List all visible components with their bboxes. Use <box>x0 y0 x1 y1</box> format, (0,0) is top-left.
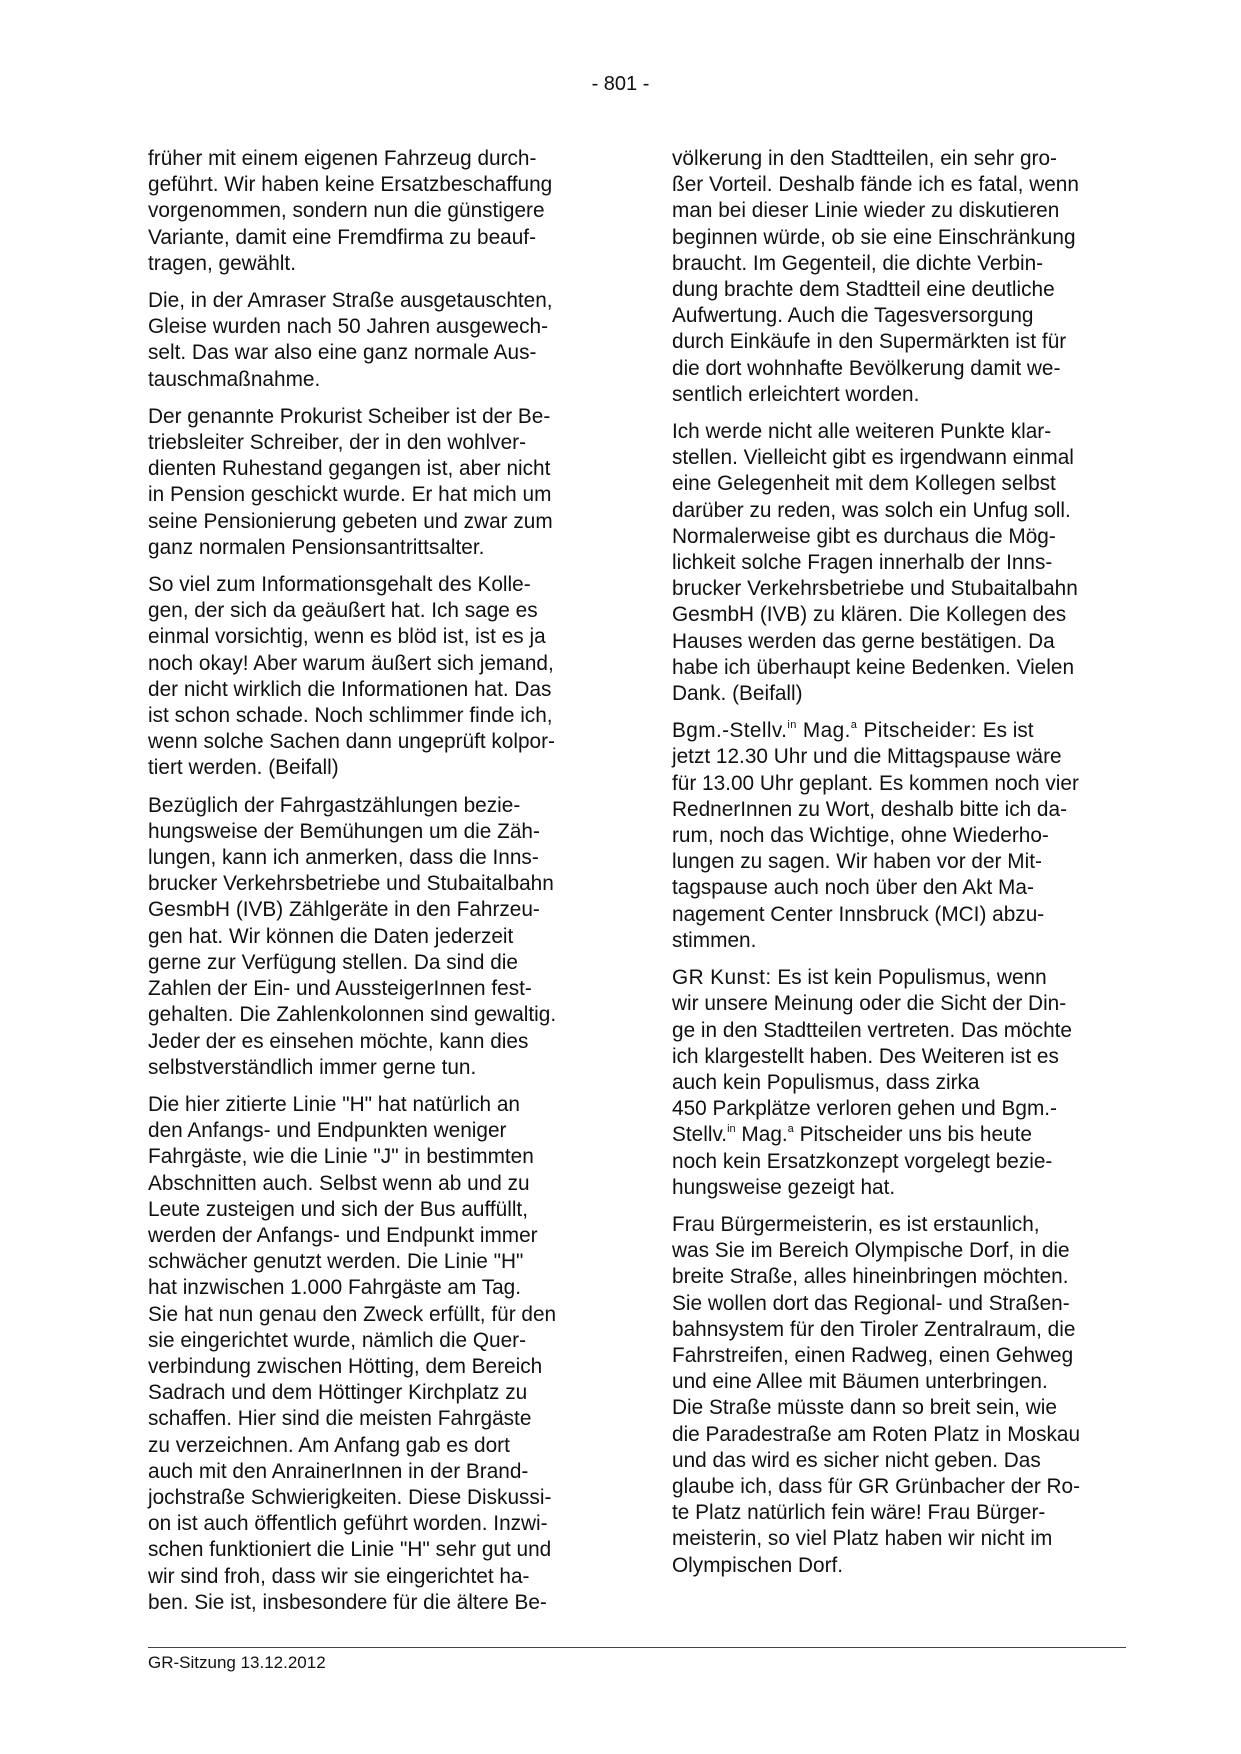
text-line: was Sie im Bereich Olympische Dorf, in die <box>672 1239 1070 1263</box>
text-line: eine Gelegenheit mit dem Kollegen selbst <box>672 472 1056 496</box>
left-column <box>148 146 596 1627</box>
text-line: habe ich überhaupt keine Bedenken. Vielen <box>672 655 1075 679</box>
text-line: der nicht wirklich die Informationen hat. Das <box>148 677 552 701</box>
text-line: lichkeit solche Fragen innerhalb der Inns- <box>672 551 1053 575</box>
text-line: 450 Parkplätze verloren gehen und Bgm.- <box>672 1097 1057 1121</box>
text-line: schen funktioniert die Linie "H" sehr gut und <box>148 1538 552 1562</box>
page-number: - 801 - <box>591 73 650 95</box>
text-line: durch Einkäufe in den Supermärkten ist für <box>672 330 1067 354</box>
text-line: RednerInnen zu Wort, deshalb bitte ich da- <box>672 797 1067 821</box>
text-line: man bei dieser Linie wieder zu diskutieren <box>672 199 1060 223</box>
text-line: ßer Vorteil. Deshalb fände ich es fatal, wenn <box>672 173 1079 197</box>
text-line: jetzt 12.30 Uhr und die Mittagspause wäre <box>672 745 1062 769</box>
text-line: stellen. Vielleicht gibt es irgendwann einmal <box>672 446 1074 470</box>
text-line: on ist auch öffentlich geführt worden. Inzwi- <box>148 1512 548 1536</box>
text-line: beginnen würde, ob sie eine Einschränkung <box>672 225 1076 249</box>
text-line: zu verzeichnen. Am Anfang gab es dort <box>148 1433 510 1457</box>
text-line: gen, der sich da geäußert hat. Ich sage es <box>148 599 538 623</box>
text-line: auch kein Populismus, dass zirka <box>672 1070 980 1094</box>
text-line: lungen zu sagen. Wir haben vor der Mit- <box>672 850 1042 874</box>
text-line: gehalten. Die Zahlenkolonnen sind gewaltig. <box>148 1003 557 1027</box>
speaker-name: Bgm.-Stellv.$^{in}$ Mag.$^a$ Pitscheider: <box>672 719 977 743</box>
text-line: hungsweise gezeigt hat. <box>672 1175 896 1199</box>
text-line: nagement Center Innsbruck (MCI) abzu- <box>672 902 1045 926</box>
text-line: und das wird es sicher nicht geben. Das <box>672 1448 1041 1472</box>
text-line: Bezüglich der Fahrgastzählungen bezie- <box>148 793 521 817</box>
text-line: vorgenommen, sondern nun die günstigere <box>148 199 545 223</box>
paragraph <box>672 146 1120 408</box>
text-line: GesmbH (IVB) Zählgeräte in den Fahrzeu- <box>148 898 540 922</box>
paragraph <box>148 572 596 782</box>
text-line: für 13.00 Uhr geplant. Es kommen noch vier <box>672 771 1079 795</box>
paragraph <box>672 1212 1120 1579</box>
text-line: Dank. (Beifall) <box>672 682 803 706</box>
text-line: Der genannte Prokurist Scheiber ist der Be- <box>148 404 551 428</box>
text-line: breite Straße, alles hineinbringen möchten. <box>672 1265 1069 1289</box>
text-line: früher mit einem eigenen Fahrzeug durch- <box>148 147 537 170</box>
text-line: ich klargestellt haben. Des Weiteren ist es <box>672 1044 1059 1068</box>
text-line: völkerung in den Stadtteilen, ein sehr gro- <box>672 147 1057 170</box>
text-line: glaube ich, dass für GR Grünbacher der Ro- <box>672 1474 1081 1498</box>
text-line: werden der Anfangs- und Endpunkt immer <box>148 1223 538 1247</box>
text-line: Normalerweise gibt es durchaus die Mög- <box>672 524 1056 548</box>
text-line: brucker Verkehrsbetriebe und Stubaitalbahn <box>148 872 554 896</box>
footer-session-date: GR-Sitzung 13.12.2012 <box>148 1653 326 1672</box>
text-line: schaffen. Hier sind die meisten Fahrgäste <box>148 1407 532 1431</box>
text-line: Fahrgäste, wie die Linie "J" in bestimmten <box>148 1145 534 1169</box>
text-line: Sie hat nun genau den Zweck erfüllt, für den <box>148 1302 557 1326</box>
text-line: selt. Das war also eine ganz normale Aus- <box>148 341 537 365</box>
text-line: geführt. Wir haben keine Ersatzbeschaffung <box>148 173 553 197</box>
text-line: und eine Allee mit Bäumen unterbringen. <box>672 1370 1048 1394</box>
text-line: rum, noch das Wichtige, ohne Wiederho- <box>672 824 1049 848</box>
text-line: Die Straße müsste dann so breit sein, wie <box>672 1396 1057 1420</box>
text-line: dienten Ruhestand gegangen ist, aber nicht <box>148 457 551 481</box>
text-line: Olympischen Dorf. <box>672 1553 844 1577</box>
paragraph <box>148 288 596 393</box>
text-line: Aufwertung. Auch die Tagesversorgung <box>672 304 1034 328</box>
text-line: brucker Verkehrsbetriebe und Stubaitalbahn <box>672 577 1078 601</box>
text-line: noch okay! Aber warum äußert sich jemand, <box>148 651 554 675</box>
text-line: Sadrach und dem Höttinger Kirchplatz zu <box>148 1381 528 1405</box>
text-line: tagspause auch noch über den Akt Ma- <box>672 876 1034 900</box>
speaker-paragraph <box>672 718 1120 954</box>
text-line: jochstraße Schwierigkeiten. Diese Diskussi- <box>148 1485 552 1509</box>
text-line: Stellv.$^{in}$ Mag.$^a$ Pitscheider uns bis heute <box>672 1123 1032 1147</box>
text-line: Abschnitten auch. Selbst wenn ab und zu <box>148 1171 530 1195</box>
text-line: ge in den Stadtteilen vertreten. Das möchte <box>672 1018 1072 1042</box>
speaker-paragraph <box>672 965 1120 1201</box>
text-line: stimmen. <box>672 928 757 952</box>
text-line: So viel zum Informationsgehalt des Kolle- <box>148 573 531 597</box>
text-line: dung brachte dem Stadtteil eine deutliche <box>672 278 1055 302</box>
text-line: triebsleiter Schreiber, der in den wohlver- <box>148 431 526 455</box>
text-line: hat inzwischen 1.000 Fahrgäste am Tag. <box>148 1276 522 1300</box>
text-line: die Paradestraße am Roten Platz in Moskau <box>672 1422 1081 1446</box>
text-line: lungen, kann ich anmerken, dass die Inns- <box>148 846 539 870</box>
text-line: Gleise wurden nach 50 Jahren ausgewech- <box>148 315 549 339</box>
text-line: bahnsystem für den Tiroler Zentralraum, die <box>672 1317 1076 1341</box>
text-line: noch kein Ersatzkonzept vorgelegt bezie- <box>672 1149 1053 1173</box>
text-line: seine Pensionierung gebeten und zwar zum <box>148 509 553 533</box>
text-line: ganz normalen Pensionsantrittsalter. <box>148 535 485 559</box>
text-line: sie eingerichtet wurde, nämlich die Quer- <box>148 1328 526 1352</box>
text-line: wir sind froh, dass wir sie eingerichtet ha- <box>148 1564 530 1588</box>
text-line: selbstverständlich immer gerne tun. <box>148 1055 477 1079</box>
text-line: wenn solche Sachen dann ungeprüft kolpor- <box>148 730 555 754</box>
paragraph <box>148 793 596 1081</box>
text-line: tauschmaßnahme. <box>148 367 321 391</box>
text-line: in Pension geschickt wurde. Er hat mich um <box>148 483 552 507</box>
text-line: die dort wohnhafte Bevölkerung damit we- <box>672 356 1061 380</box>
text-line: braucht. Im Gegenteil, die dichte Verbin- <box>672 251 1044 275</box>
text-line: meisterin, so viel Platz haben wir nicht im <box>672 1527 1053 1551</box>
text-line: Sie wollen dort das Regional- und Straßen- <box>672 1291 1070 1315</box>
text-line: ist schon schade. Noch schlimmer finde ich, <box>148 704 553 728</box>
speaker-name: GR Kunst: <box>672 966 772 990</box>
paragraph <box>148 1092 596 1616</box>
text-line: Variante, damit eine Fremdfirma zu beauf- <box>148 225 536 249</box>
text-line: Die hier zitierte Linie "H" hat natürlich an <box>148 1092 520 1116</box>
text-line: darüber zu reden, was solch ein Unfug soll. <box>672 498 1071 522</box>
text-line: tiert werden. (Beifall) <box>148 756 339 780</box>
text-line: GesmbH (IVB) zu klären. Die Kollegen des <box>672 603 1067 627</box>
text-line: auch mit den AnrainerInnen in der Brand- <box>148 1459 529 1483</box>
text-line: Jeder der es einsehen möchte, kann dies <box>148 1029 529 1053</box>
text-line: Bgm.-Stellv.$^{in}$ Mag.$^a$ Pitscheider: Es ist <box>672 719 1034 743</box>
text-line: tragen, gewählt. <box>148 251 296 275</box>
text-line: verbindung zwischen Hötting, dem Bereich <box>148 1354 543 1378</box>
footer-divider <box>148 1647 1126 1648</box>
text-line: gerne zur Verfügung stellen. Da sind die <box>148 950 518 974</box>
text-line: Hauses werden das gerne bestätigen. Da <box>672 629 1055 653</box>
text-line: GR Kunst: Es ist kein Populismus, wenn <box>672 966 1047 990</box>
text-line: schwächer genutzt werden. Die Linie "H" <box>148 1250 524 1274</box>
right-column <box>672 146 1120 1590</box>
paragraph <box>148 146 596 277</box>
text-line: gen hat. Wir können die Daten jederzeit <box>148 924 514 948</box>
text-line: Die, in der Amraser Straße ausgetauschten, <box>148 289 553 313</box>
text-line: einmal vorsichtig, wenn es blöd ist, ist es ja <box>148 625 546 649</box>
text-line: Fahrstreifen, einen Radweg, einen Gehweg <box>672 1343 1074 1367</box>
text-line: Frau Bürgermeisterin, es ist erstaunlich, <box>672 1212 1040 1236</box>
paragraph <box>148 404 596 561</box>
text-line: Leute zusteigen und sich der Bus auffüllt, <box>148 1197 528 1221</box>
text-line: te Platz natürlich fein wäre! Frau Bürger- <box>672 1501 1046 1525</box>
text-line: sentlich erleichtert worden. <box>672 382 920 406</box>
text-line: den Anfangs- und Endpunkten weniger <box>148 1119 507 1143</box>
text-line: ben. Sie ist, insbesondere für die ältere Be- <box>148 1590 547 1614</box>
paragraph <box>672 419 1120 707</box>
text-line: hungsweise der Bemühungen um die Zäh- <box>148 819 540 843</box>
text-line: Ich werde nicht alle weiteren Punkte klar- <box>672 420 1052 444</box>
text-line: wir unsere Meinung oder die Sicht der Din- <box>672 992 1067 1016</box>
text-line: Zahlen der Ein- und AussteigerInnen fest- <box>148 977 532 1001</box>
